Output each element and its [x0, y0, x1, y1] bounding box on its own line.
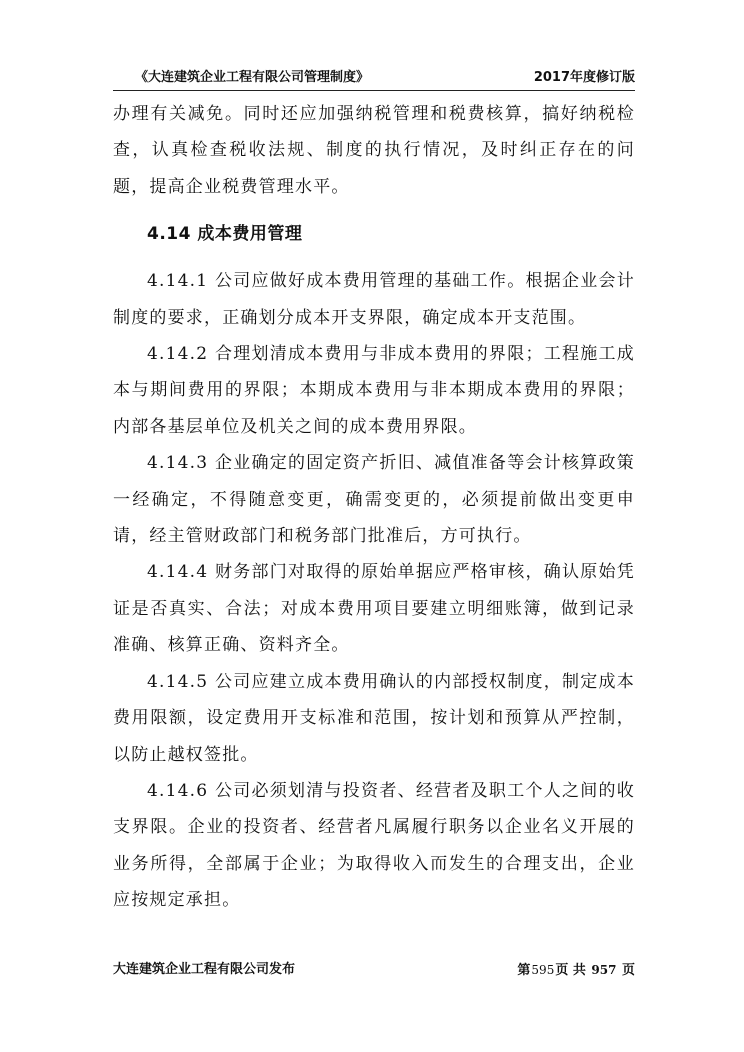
paragraph-4-14-1: 4.14.1 公司应做好成本费用管理的基础工作。根据企业会计制度的要求，正确划分成本开支界限，确定成本开支范围。	[113, 271, 635, 328]
intro-continuation-paragraph: 办理有关减免。同时还应加强纳税管理和税费核算，搞好纳税检查，认真检查税收法规、制度的执行情况，及时纠正存在的问题，提高企业税费管理水平。	[113, 104, 635, 197]
page-footer	[113, 960, 635, 982]
publisher-label: 大连建筑企业工程有限公司发布	[113, 962, 296, 977]
page-header	[113, 66, 635, 91]
total-pages: 957	[591, 963, 617, 977]
paragraph-4-14-2: 4.14.2 合理划清成本费用与非成本费用的界限；工程施工成本与期间费用的界限；本期成本费用与非本期成本费用的界限；内部各基层单位及机关之间的成本费用界限。	[113, 344, 635, 437]
page-indicator	[517, 960, 635, 981]
section-heading: 4.14 成本费用管理	[147, 224, 303, 245]
page-prefix: 第	[517, 963, 531, 978]
page-mid: 页 共	[555, 963, 586, 978]
paragraph-4-14-5: 4.14.5 公司应建立成本费用确认的内部授权制度，制定成本费用限额，设定费用开支标准和范围，按计划和预算从严控制，以防止越权签批。	[113, 671, 635, 765]
page-suffix: 页	[621, 963, 635, 978]
paragraph-4-14-6: 4.14.6 公司必须划清与投资者、经营者及职工个人之间的收支界限。企业的投资者、经营者凡属履行职务以企业名义开展的业务所得，全部属于企业；为取得收入而发生的合理支出，企业应按规定承担。	[113, 780, 635, 911]
page-number: 595	[531, 963, 555, 977]
page-content	[113, 96, 635, 919]
document-title: 《大连建筑企业工程有限公司管理制度》	[135, 70, 370, 85]
paragraph-4-14-3: 4.14.3 企业确定的固定资产折旧、减值准备等会计核算政策一经确定，不得随意变更，确需变更的，必须提前做出变更申请，经主管财政部门和税务部门批准后，方可执行。	[113, 453, 635, 547]
paragraph-4-14-4: 4.14.4 财务部门对取得的原始单据应严格审核，确认原始凭证是否真实、合法；对成本费用项目要建立明细账簿，做到记录准确、核算正确、资料齐全。	[113, 562, 635, 656]
document-version: 2017年度修订版	[533, 70, 635, 85]
